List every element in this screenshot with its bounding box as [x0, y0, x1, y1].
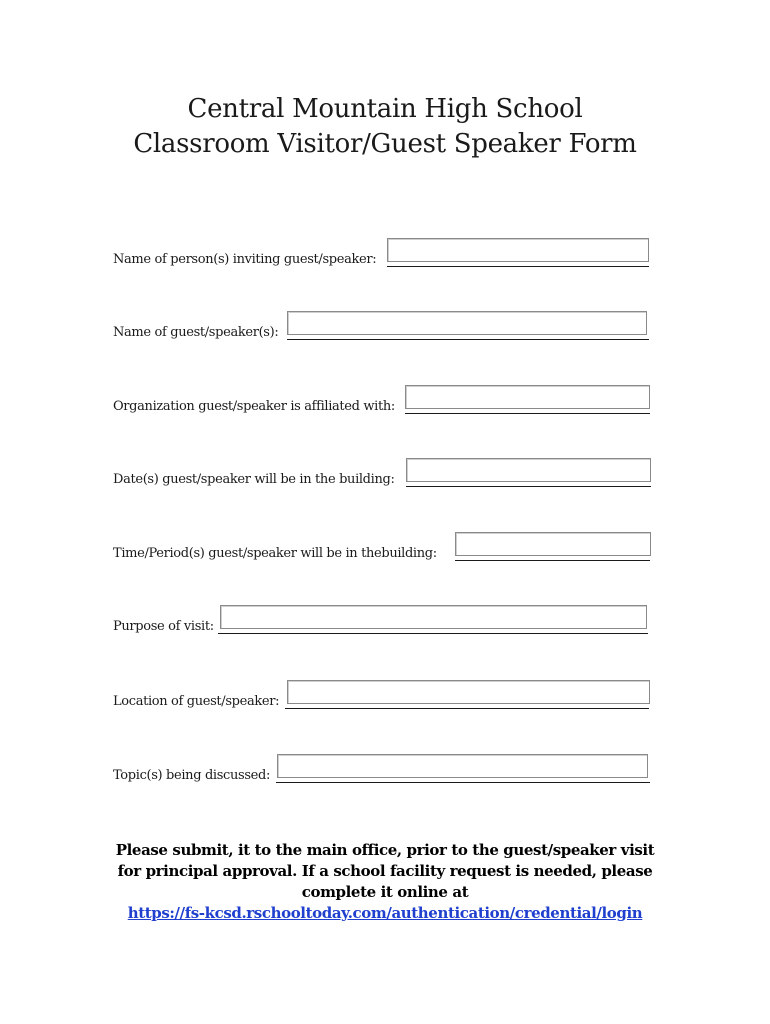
field-label: Organization guest/speaker is affiliated with:	[113, 399, 395, 414]
field-underline	[218, 633, 648, 634]
notice-line-3: complete it online at	[301, 883, 469, 901]
field-label: Location of guest/speaker:	[113, 694, 280, 709]
field-label: Date(s) guest/speaker will be in the building:	[113, 472, 395, 487]
field-time-period	[113, 532, 653, 562]
field-location	[113, 680, 653, 710]
field-label: Name of person(s) inviting guest/speaker:	[113, 252, 377, 267]
field-dates	[113, 458, 653, 488]
dates-input[interactable]	[406, 458, 651, 482]
field-underline	[285, 708, 649, 709]
field-label: Time/Period(s) guest/speaker will be in thebuilding:	[113, 546, 437, 561]
field-label: Purpose of visit:	[113, 619, 214, 634]
facility-request-link[interactable]: https://fs-kcsd.rschooltoday.com/authentication/credential/login	[127, 904, 643, 922]
notice-line-2: for principal approval. If a school facility request is needed, please	[117, 862, 653, 880]
field-purpose	[113, 605, 653, 635]
school-name: Central Mountain High School	[187, 94, 583, 124]
purpose-input[interactable]	[220, 605, 647, 629]
organization-input[interactable]	[405, 385, 650, 409]
field-underline	[406, 486, 651, 487]
topics-input[interactable]	[277, 754, 648, 778]
field-underline	[405, 413, 650, 414]
guest-name-input[interactable]	[287, 311, 647, 335]
field-label: Topic(s) being discussed:	[113, 768, 270, 783]
field-topics	[113, 754, 653, 784]
submission-notice	[100, 840, 670, 924]
field-underline	[387, 266, 649, 267]
form-title: Classroom Visitor/Guest Speaker Form	[133, 129, 637, 159]
time-period-input[interactable]	[455, 532, 651, 556]
field-underline	[455, 560, 650, 561]
location-input[interactable]	[287, 680, 650, 704]
field-underline	[287, 339, 649, 340]
field-organization	[113, 385, 653, 415]
field-label: Name of guest/speaker(s):	[113, 325, 279, 340]
notice-line-1: Please submit, it to the main office, prior to the guest/speaker visit	[115, 841, 655, 859]
field-underline	[276, 782, 650, 783]
inviter-name-input[interactable]	[387, 238, 649, 262]
field-guest-name	[113, 311, 653, 341]
field-inviter	[113, 238, 653, 268]
